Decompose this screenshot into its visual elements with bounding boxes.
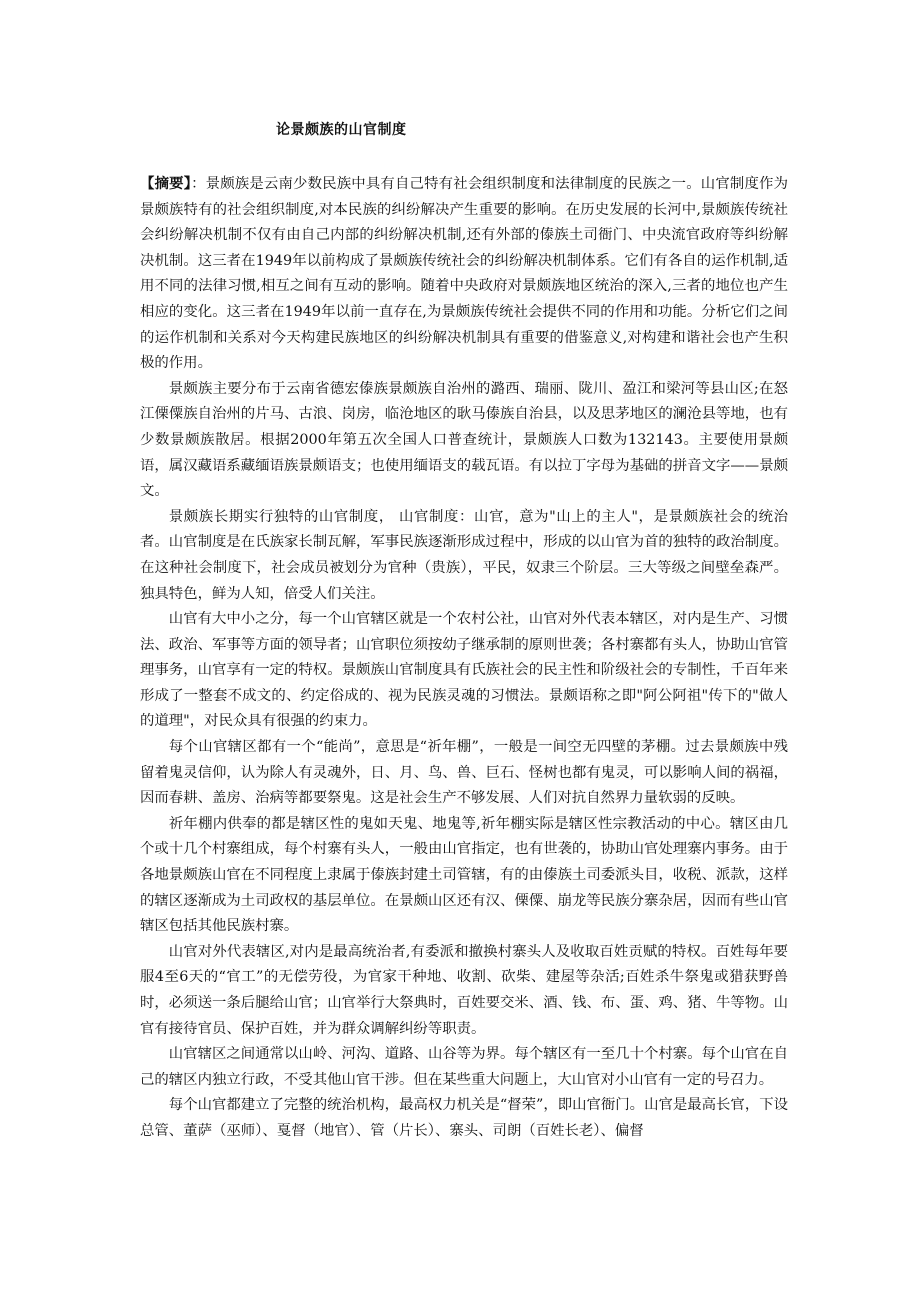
- body-paragraph-5: 祈年棚内供奉的都是辖区性的鬼如天鬼、地鬼等,祈年棚实际是辖区性宗教活动的中心。辖区由几个或十几个村寨组成，每个村寨有头人，一般由山官指定，也有世袭的，协助山官处理寨内事务。由于各地景颇族山官在不同程度上隶属于傣族封建土司管辖，有的由傣族土司委派头目，收税、派款，这样的辖区逐渐成为土司政权的基层单位。在景颇山区还有汉、傈僳、崩龙等民族分寨杂居，因而有些山官辖区包括其他民族村寨。: [140, 815, 788, 935]
- body-paragraph-7: 山官辖区之间通常以山岭、河沟、道路、山谷等为界。每个辖区有一至几十个村寨。每个山官在自己的辖区内独立行政，不受其他山官干涉。但在某些重大问题上，大山官对小山官有一定的号召力。: [140, 1046, 788, 1088]
- body-paragraph-1: 景颇族主要分布于云南省德宏傣族景颇族自治州的潞西、瑞丽、陇川、盈江和梁河等县山区;在怒江傈僳族自治州的片马、古浪、岗房，临沧地区的耿马傣族自治县，以及思茅地区的澜沧县等地，也有少数景颇族散居。根据2000年第五次全国人口普查统计，景颇族人口数为132143。主要使用景颇语，属汉藏语系藏缅语族景颇语支；也使用缅语支的载瓦语。有以拉丁字母为基础的拼音文字——景颇文。: [140, 380, 788, 500]
- abstract-paragraph: [140, 172, 788, 377]
- abstract-label: 【摘要】: [140, 176, 192, 192]
- body-paragraph-4: 每个山官辖区都有一个“能尚”，意思是“祈年棚”，一般是一间空无四壁的茅棚。过去景颇族中残留着鬼灵信仰，认为除人有灵魂外，日、月、鸟、兽、巨石、怪树也都有鬼灵，可以影响人间的祸福，因而春耕、盖房、治病等都要祭鬼。这是社会生产不够发展、人们对抗自然界力量软弱的反映。: [140, 739, 788, 807]
- abstract-text: ：景颇族是云南少数民族中具有自己特有社会组织制度和法律制度的民族之一。山官制度作为景颇族特有的社会组织制度,对本民族的纠纷解决产生重要的影响。在历史发展的长河中,景颇族传统社会纠纷解决机制不仅有由自己内部的纠纷解决机制,还有外部的傣族土司衙门、中央流官政府等纠纷解决机制。这三者在1949年以前构成了景颇族传统社会的纠纷解决机制体系。它们有各自的运作机制,适用不同的法律习惯,相互之间有互动的影响。随着中央政府对景颇族地区统治的深入,三者的地位也产生相应的变化。这三者在1949年以前一直存在,为景颇族传统社会提供不同的作用和功能。分析它们之间的运作机制和关系对今天构建民族地区的纠纷解决机制具有重要的借鉴意义,对构建和谐社会也产生积极的作用。: [140, 176, 788, 372]
- body-paragraph-2: 景颇族长期实行独特的山官制度， 山官制度：山官，意为"山上的主人"，是景颇族社会的统治者。山官制度是在氏族家长制瓦解，军事民族逐渐形成过程中，形成的以山官为首的独特的政治制度。在这种社会制度下，社会成员被划分为官种（贵族），平民，奴隶三个阶层。三大等级之间壁垒森严。独具特色，鲜为人知，倍受人们关注。: [140, 508, 788, 602]
- body-paragraph-3: 山官有大中小之分，每一个山官辖区就是一个农村公社，山官对外代表本辖区，对内是生产、习惯法、政治、军事等方面的领导者；山官职位须按幼子继承制的原则世袭；各村寨都有头人，协助山官管理事务，山官享有一定的特权。景颇族山官制度具有氏族社会的民主性和阶级社会的专制性，千百年来形成了一整套不成文的、约定俗成的、视为民族灵魂的习惯法。景颇语称之即"阿公阿祖"传下的"做人的道理"，对民众具有很强的约束力。: [140, 611, 788, 730]
- document-body: [140, 172, 788, 1145]
- body-paragraph-8: 每个山官都建立了完整的统治机构，最高权力机关是“督荣”，即山官衙门。山官是最高长官，下设总管、董萨（巫师）、戛督（地官）、管（片长）、寨头、司朗（百姓长老）、偏督: [140, 1097, 788, 1139]
- document-title: 论景颇族的山官制度: [276, 122, 407, 138]
- body-paragraph-6: 山官对外代表辖区,对内是最高统治者,有委派和撤换村寨头人及收取百姓贡赋的特权。百姓每年要服4至6天的“官工”的无偿劳役，为官家干种地、收割、砍柴、建屋等杂活;百姓杀牛祭鬼或猎获野兽时，必须送一条后腿给山官；山官举行大祭典时，百姓要交米、酒、钱、布、蛋、鸡、猪、牛等物。山官有接待官员、保护百姓，并为群众调解纠纷等职责。: [140, 943, 788, 1037]
